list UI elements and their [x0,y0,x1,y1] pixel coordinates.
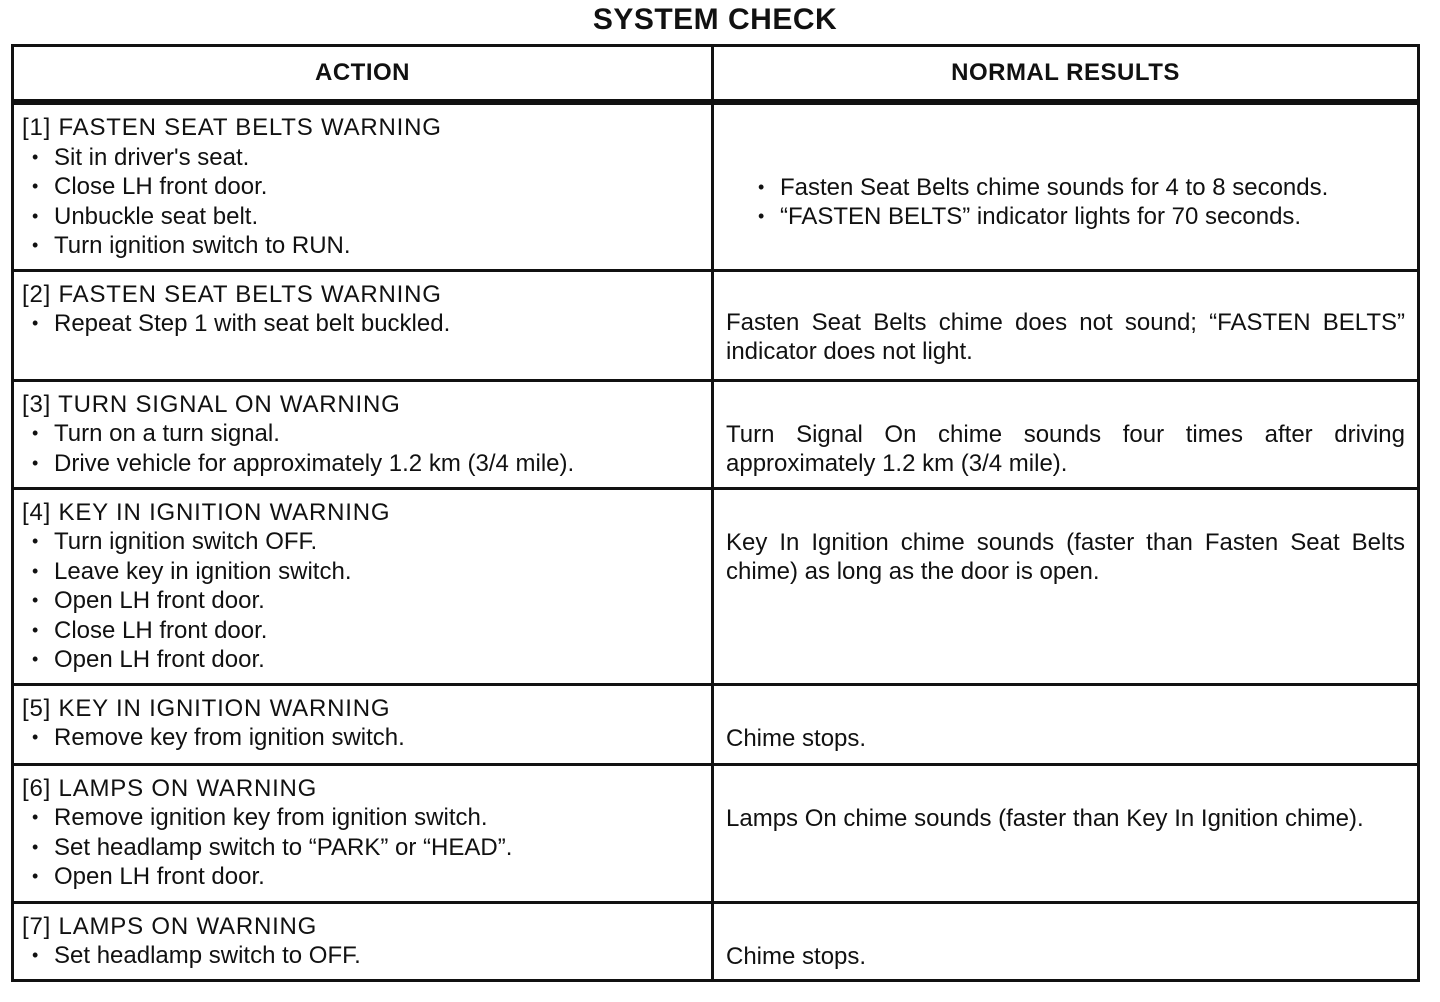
list-item: • Open LH front door. [54,645,703,675]
list-item: • Close LH front door. [54,172,703,202]
result-list [726,173,1405,231]
list-item: • Open LH front door. [54,586,703,616]
table-row [13,684,1419,764]
result-text: Chime stops. [726,724,867,752]
action-cell [13,764,713,902]
step-title: [4] KEY IN IGNITION WARNING [22,498,391,526]
table-row [13,764,1419,902]
result-cell [713,488,1419,684]
action-cell [13,684,713,764]
table-row [13,270,1419,380]
action-cell [13,488,713,684]
list-item: • Close LH front door. [54,616,703,646]
result-cell [713,380,1419,488]
table-row [13,902,1419,980]
result-cell [713,684,1419,764]
list-item: • Sit in driver's seat. [54,143,703,173]
table-row [13,102,1419,270]
table-header-row [13,46,1419,103]
action-cell [13,270,713,380]
result-text: Key In Ignition chime sounds (faster than Fasten Seat Belts chime) as long as the door is open. [726,528,1405,585]
result-cell [713,102,1419,270]
list-item: • Set headlamp switch to OFF. [54,941,703,971]
step-title: [5] KEY IN IGNITION WARNING [22,694,391,722]
list-item: • Unbuckle seat belt. [54,202,703,232]
action-cell [13,380,713,488]
action-list [22,143,703,261]
result-text: Lamps On chime sounds (faster than Key In Ignition chime). [726,804,1364,832]
action-list [22,723,703,753]
list-item: • Turn ignition switch OFF. [54,527,703,557]
list-item: • Remove ignition key from ignition switch. [54,803,703,833]
result-cell [713,764,1419,902]
action-list [22,527,703,675]
action-cell [13,102,713,270]
list-item: • Turn ignition switch to RUN. [54,231,703,261]
result-text: Fasten Seat Belts chime does not sound; “FASTEN BELTS” indicator does not light. [726,308,1405,365]
table-row [13,488,1419,684]
system-check-table [11,44,1420,982]
list-item: • Remove key from ignition switch. [54,723,703,753]
result-text: Chime stops. [726,942,867,970]
action-list [22,941,703,971]
normal-results-column-header: NORMAL RESULTS [713,46,1419,103]
step-title: [7] LAMPS ON WARNING [22,912,318,940]
list-item: • Drive vehicle for approximately 1.2 km (3/4 mile). [54,449,703,479]
action-list [22,803,703,892]
list-item: • Open LH front door. [54,862,703,892]
step-title: [1] FASTEN SEAT BELTS WARNING [22,114,442,141]
action-list [22,309,703,339]
step-title: [2] FASTEN SEAT BELTS WARNING [22,280,442,308]
result-cell [713,270,1419,380]
list-item: • “FASTEN BELTS” indicator lights for 70 seconds. [780,202,1405,231]
list-item: • Fasten Seat Belts chime sounds for 4 to 8 seconds. [780,173,1405,202]
result-text: Turn Signal On chime sounds four times after driving approximately 1.2 km (3/4 mile). [726,420,1405,477]
step-title: [3] TURN SIGNAL ON WARNING [22,390,401,418]
list-item: • Leave key in ignition switch. [54,557,703,587]
list-item: • Repeat Step 1 with seat belt buckled. [54,309,703,339]
list-item: • Turn on a turn signal. [54,419,703,449]
page-title: SYSTEM CHECK [592,3,838,36]
table-row [13,380,1419,488]
list-item: • Set headlamp switch to “PARK” or “HEAD”. [54,833,703,863]
action-list [22,419,703,478]
action-cell [13,902,713,980]
result-cell [713,902,1419,980]
action-column-header: ACTION [13,46,713,103]
step-title: [6] LAMPS ON WARNING [22,774,318,802]
